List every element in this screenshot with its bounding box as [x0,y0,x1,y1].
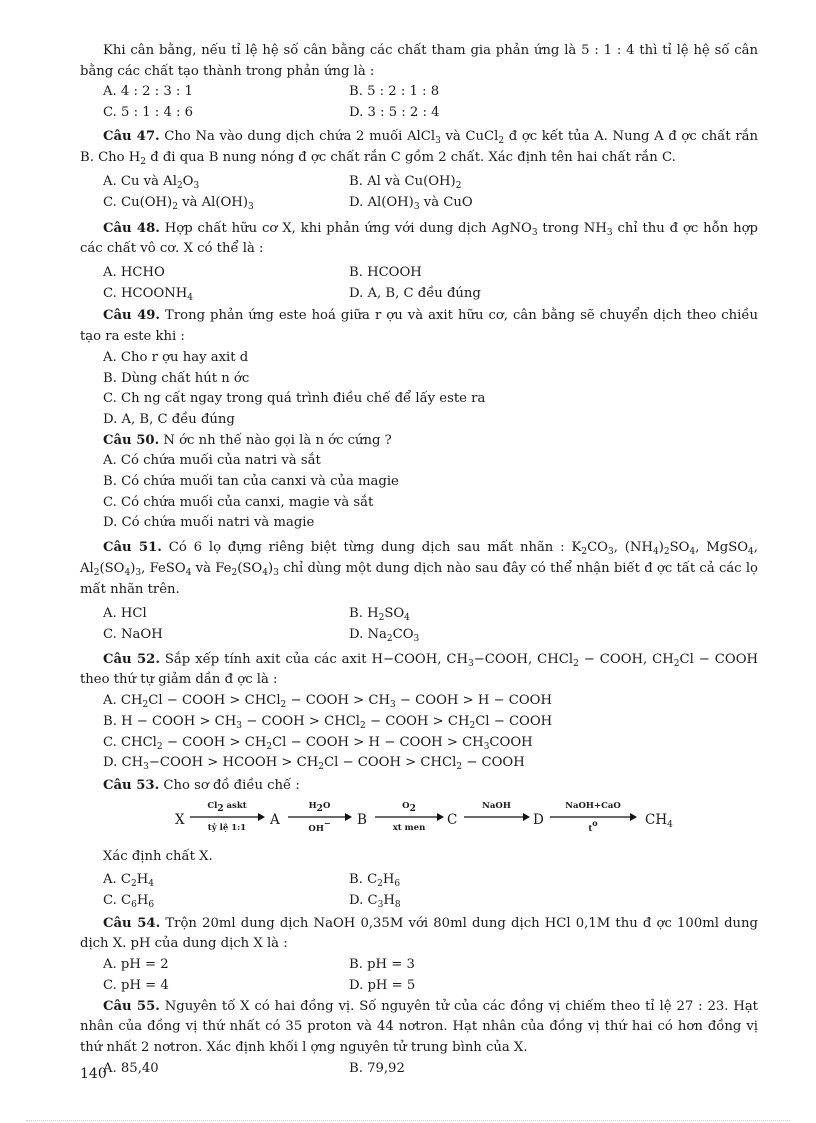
option-text: C. HCOONH [103,285,188,301]
arrow-2 [287,801,352,837]
subscript: 3 [413,633,420,644]
arrow-label-bottom: tỷ lệ 1:1 [207,822,247,833]
dash: − [369,713,382,729]
dash: − [290,693,302,709]
q-text: ) [130,560,136,576]
species-c: C [447,811,458,828]
arrow-icon [287,813,352,821]
question-52-options [80,691,758,774]
subscript: 6 [394,879,401,890]
option-text: COOH > CH [177,734,267,750]
arrow-label-bottom: xt men [392,822,426,833]
dash: − [136,713,148,729]
option-text: COOH > H [410,693,494,709]
dash: − [466,755,478,771]
option-c[interactable]: C. Ch ng cất ngay trong quá trình điều chế để lấy este ra [103,391,486,407]
intro-options [80,82,758,123]
subscript: 4 [262,567,268,578]
q-text: chỉ thu đ ợc hỗn hợp các chất vô cơ. X có thể là : [80,220,758,257]
subscript: 4 [187,292,193,303]
question-label: Câu 47. [103,128,160,144]
option-text: O [182,174,194,190]
subscript: 3 [135,567,142,578]
option-b[interactable]: B. 79,92 [349,1060,405,1076]
option-c[interactable]: C. pH = 4 [103,977,169,993]
option-text: COOH > CH [381,713,470,729]
dash: − [290,734,302,750]
option-text: COOH > CH [147,713,237,729]
option-text: D. CH [103,755,144,771]
dash: − [698,651,710,667]
q-text: và Fe [191,560,232,576]
subscript: 3 [531,227,538,238]
option-text: Cl [272,734,291,750]
option-text: B. Al và Cu(OH) [349,174,456,190]
option-d[interactable]: D. pH = 5 [349,977,416,993]
intro-option-a[interactable]: A. 4 : 2 : 3 : 1 [103,84,193,100]
option-text: COOH > CH [301,693,390,709]
option-c[interactable] [103,733,758,754]
subscript: 3 [273,567,279,578]
page-number: 140 [80,1066,107,1082]
q-text: CO [587,540,608,556]
subscript: 3 [413,201,420,212]
q-text: SO [669,540,690,556]
subscript: 3 [193,181,200,192]
dash: − [246,713,258,729]
subscript: 2 [455,181,462,192]
subscript: 2 [176,181,183,192]
question-48-options [80,263,758,304]
arrow-5 [549,801,637,837]
subscript: 3 [143,762,149,773]
q-text: Có 6 lọ đựng riêng biệt từng dung dịch sau mất nhãn : K [161,540,582,556]
option-text: SO [384,606,405,622]
option-a[interactable] [103,870,349,891]
arrow-label-top: NaOH+CaO [565,800,621,811]
q-text: Trong phản ứng este hoá giữa r ợu và axit hữu cơ, cân bằng sẽ chuyển dịch theo chiều tạo ra este khi : [80,308,758,345]
subscript: 2 [663,547,670,558]
subscript: 3 [483,741,490,752]
question-50 [80,431,758,452]
q-text: (SO [237,560,263,576]
intro-option-d[interactable]: D. 3 : 5 : 2 : 4 [349,105,440,121]
option-text: H [383,893,395,909]
option-d[interactable]: D. A, B, C đều đúng [103,411,235,427]
question-label: Câu 49. [103,308,161,324]
option-text: H [382,872,395,888]
option-b[interactable]: B. Có chứa muối tan của canxi và của magie [103,474,399,490]
option-a[interactable] [103,691,758,712]
subscript: 2 [156,741,163,752]
option-a[interactable]: A. Cho r ợu hay axit d [103,349,249,365]
arrow-label-bottom: $t^o$ [588,817,598,834]
subscript: 2 [377,879,383,890]
dash: − [493,693,505,709]
subscript: 4 [689,547,696,558]
option-text: và Al(OH) [177,194,248,210]
option-d[interactable]: D. A, B, C đều đúng [349,285,481,301]
subscript: 2 [498,135,505,146]
dash: − [399,693,411,709]
question-51 [80,538,758,600]
subscript: 2 [360,720,366,731]
option-text: H [136,872,149,888]
option-text: Cl [475,713,494,729]
option-b[interactable] [103,712,758,733]
option-text: B. H [349,606,379,622]
option-text: A. Cu và Al [103,174,177,190]
question-53-after: Xác định chất X. [103,848,213,864]
dash: − [493,713,505,729]
q-text: , FeSO [141,560,186,576]
option-c[interactable] [103,891,349,912]
option-c[interactable] [103,284,349,305]
species-a: A [270,811,280,828]
intro-text: Khi cân bằng, nếu tỉ lệ hệ số cân bằng các chất tham gia phản ứng là 5 : 1 : 4 thì tỉ lệ hệ số cân bằng các chất tạo thành trong phản ứng là : [80,43,758,79]
arrow-label-top: $H_2O$ [308,800,331,814]
subscript: 2 [140,156,147,167]
option-text: CO [392,626,414,642]
option-b[interactable] [349,604,758,625]
question-label: Câu 48. [103,220,160,236]
q-text: N ớc nh thế nào gọi là n ớc cứng ? [159,432,392,448]
subscript: 2 [231,567,238,578]
reaction-scheme [175,801,758,841]
question-label: Câu 53. [103,777,160,793]
q-text: Cho sơ đồ điều chế : [159,777,300,793]
option-text: COOH [489,734,533,750]
option-a[interactable]: A. HCHO [103,265,165,281]
subscript: 3 [606,227,613,238]
q-text: đ đi qua B nung nóng đ ợc chất rắn C gồm 2 chất. Xác định tên hai chất rắn C. [146,149,676,165]
subscript: 3 [607,547,614,558]
question-48 [80,219,758,260]
option-text: Cl [324,755,343,771]
q-text: COOH, CHCl [484,651,574,667]
option-b[interactable]: B. pH = 3 [349,957,415,973]
subscript: 2 [142,700,149,711]
dash: − [583,651,595,667]
q-text: chỉ dùng một dung dịch nào sau đây có thể nhận biết đ ợc tất cả các lọ mất nhãn trên. [80,560,758,597]
arrow-label-top: $Cl_2$ askt [207,800,247,814]
option-a[interactable]: A. Có chứa muối của natri và sắt [103,453,321,469]
arrow-icon [463,813,530,821]
subscript: 3 [377,900,384,911]
option-text: D. Al(OH) [349,194,414,210]
option-d[interactable] [349,891,758,912]
dash: − [148,755,160,771]
q-text: ) [267,560,274,576]
question-54 [80,914,758,955]
subscript: 4 [185,567,192,578]
question-54-options [80,955,758,996]
option-text: COOH [504,713,553,729]
arrow-label-top: $O_2$ [402,800,416,814]
option-text: A. CH [103,693,143,709]
question-label: Câu 51. [103,540,162,556]
subscript: 4 [748,547,754,558]
option-c[interactable]: C. NaOH [103,626,163,642]
question-52 [80,650,758,691]
subscript: 2 [378,613,385,624]
q-text: COOH theo thứ tự giảm dần đ ợc là : [80,651,759,688]
option-text: B. H [103,713,137,729]
dash: − [166,734,178,750]
species-d: D [533,811,544,828]
subscript: 2 [131,879,137,890]
option-text: B. C [349,872,378,888]
question-47-options [80,172,758,213]
option-text: H [136,893,149,909]
question-50-options [80,451,758,534]
subscript: 4 [124,567,131,578]
species-b: B [357,811,367,828]
option-text: A. C [103,872,131,888]
q-text: , MgSO [695,540,749,556]
option-text: COOH [477,755,525,771]
question-55 [80,997,758,1059]
option-d[interactable]: D. Có chứa muối natri và magie [103,515,315,531]
page-content [80,41,758,1079]
subscript: 3 [389,700,396,711]
subscript: 2 [93,567,100,578]
subscript: 4 [652,547,659,558]
dash: − [342,755,354,771]
option-a[interactable]: A. pH = 2 [103,957,169,973]
q-text: Hợp chất hữu cơ X, khi phản ứng với dung dịch AgNO [159,220,532,236]
option-text: COOH > H [301,734,385,750]
q-text: Trộn 20ml dung dịch NaOH 0,35M với 80ml dung dịch HCl 0,1M thu đ ợc 100ml dung dịch X. pH của dung dịch X là : [80,915,758,952]
subscript: 2 [266,741,273,752]
dash: − [382,651,395,667]
question-label: Câu 52. [103,651,160,667]
page-footer-divider [26,1120,790,1121]
question-label: Câu 54. [103,915,161,931]
subscript: 2 [386,633,393,644]
option-a[interactable]: A. HCl [103,606,147,622]
question-47 [80,127,758,168]
option-a[interactable]: A. 85,40 [103,1060,159,1076]
option-b[interactable] [349,870,758,891]
subscript: 4 [404,613,410,624]
q-text: và CuCl [440,128,499,144]
q-text: đ ợc kết tủa A. Nung A đ ợc chất rắn B. Cho H [80,128,758,165]
option-text: C. CHCl [103,734,157,750]
subscript: 3 [435,135,441,146]
option-c[interactable] [103,193,349,214]
q-text: COOH, CH [394,651,468,667]
option-text: D. Na [349,626,387,642]
option-text: Cl [148,693,167,709]
arrow-1 [189,801,265,837]
option-b[interactable]: B. Dùng chất hút n ớc [103,370,250,386]
option-text: COOH > CH [395,734,484,750]
q-text: , Al [80,540,758,576]
dash: − [384,734,396,750]
subscript: 6 [148,900,155,911]
question-label: Câu 50. [103,432,160,448]
option-text: và CuO [419,194,473,210]
option-d[interactable] [349,193,758,214]
option-text: COOH > CHCl [257,713,361,729]
q-text: Sắp xếp tính axit của các axit H [159,651,383,667]
question-label: Câu 55. [103,998,160,1014]
question-51-options [80,604,758,645]
q-text: Nguyên tố X có hai đồng vị. Số nguyên tử của các đồng vị chiếm theo tỉ lệ 27 : 23. Hạt nhân của đồng vị thứ nhất có 35 proton và 44 nơtron. Hạt nhân của đồng vị thứ hai có hơn đồng vị thứ nhất 2 nơtron. Xác định khối l ợng nguyên tử trung bình của X. [80,998,758,1055]
option-text: COOH > CHCl [353,755,457,771]
intro-option-b[interactable]: B. 5 : 2 : 1 : 8 [349,84,440,100]
species-end: $CH_4$ [645,811,673,830]
arrow-label-top: NaOH [482,800,511,811]
question-53-options [80,870,758,911]
option-text: COOH > HCOOH > CH [159,755,319,771]
q-text: Cl [679,651,699,667]
arrow-icon [189,813,265,821]
subscript: 2 [469,720,476,731]
option-text: C. Cu(OH) [103,194,173,210]
option-text: COOH [504,693,552,709]
option-b[interactable]: B. HCOOH [349,265,422,281]
species-x: X [175,811,185,828]
arrow-icon [374,813,444,821]
q-text: , (NH [613,540,653,556]
subscript: 2 [318,762,324,773]
dash: − [166,693,178,709]
q-text: ) [658,540,664,556]
q-text: COOH, CH [594,651,674,667]
question-49-options [80,348,758,431]
q-text: Cho Na vào dung dịch chứa 2 muối AlCl [159,128,436,144]
subscript: 2 [673,658,680,669]
dash: − [473,651,485,667]
subscript: 3 [236,720,243,731]
intro-option-c[interactable]: C. 5 : 1 : 4 : 6 [103,105,194,121]
subscript: 2 [172,201,178,212]
arrow-3 [374,801,444,837]
q-text: trong NH [537,220,607,236]
option-d[interactable] [349,625,758,646]
question-55-options [80,1059,758,1080]
option-a[interactable] [103,172,349,193]
subscript: 4 [148,879,154,890]
subscript: 2 [581,547,588,558]
option-text: COOH > CHCl [177,693,281,709]
subscript: 2 [573,658,579,669]
question-53 [80,776,758,797]
arrow-label-bottom: OH− [308,817,331,834]
q-text: (SO [99,560,125,576]
option-b[interactable] [349,172,758,193]
option-d[interactable] [103,753,758,774]
subscript: 3 [247,201,254,212]
subscript: 8 [394,900,401,911]
option-text: D. C [349,893,378,909]
subscript: 2 [280,700,287,711]
subscript: 2 [456,762,463,773]
subscript: 3 [468,658,474,669]
option-c[interactable]: C. Có chứa muối của canxi, magie và sắt [103,494,374,510]
option-text: C. C [103,893,132,909]
question-49 [80,306,758,347]
subscript: 6 [131,900,137,911]
arrow-4 [463,801,530,837]
